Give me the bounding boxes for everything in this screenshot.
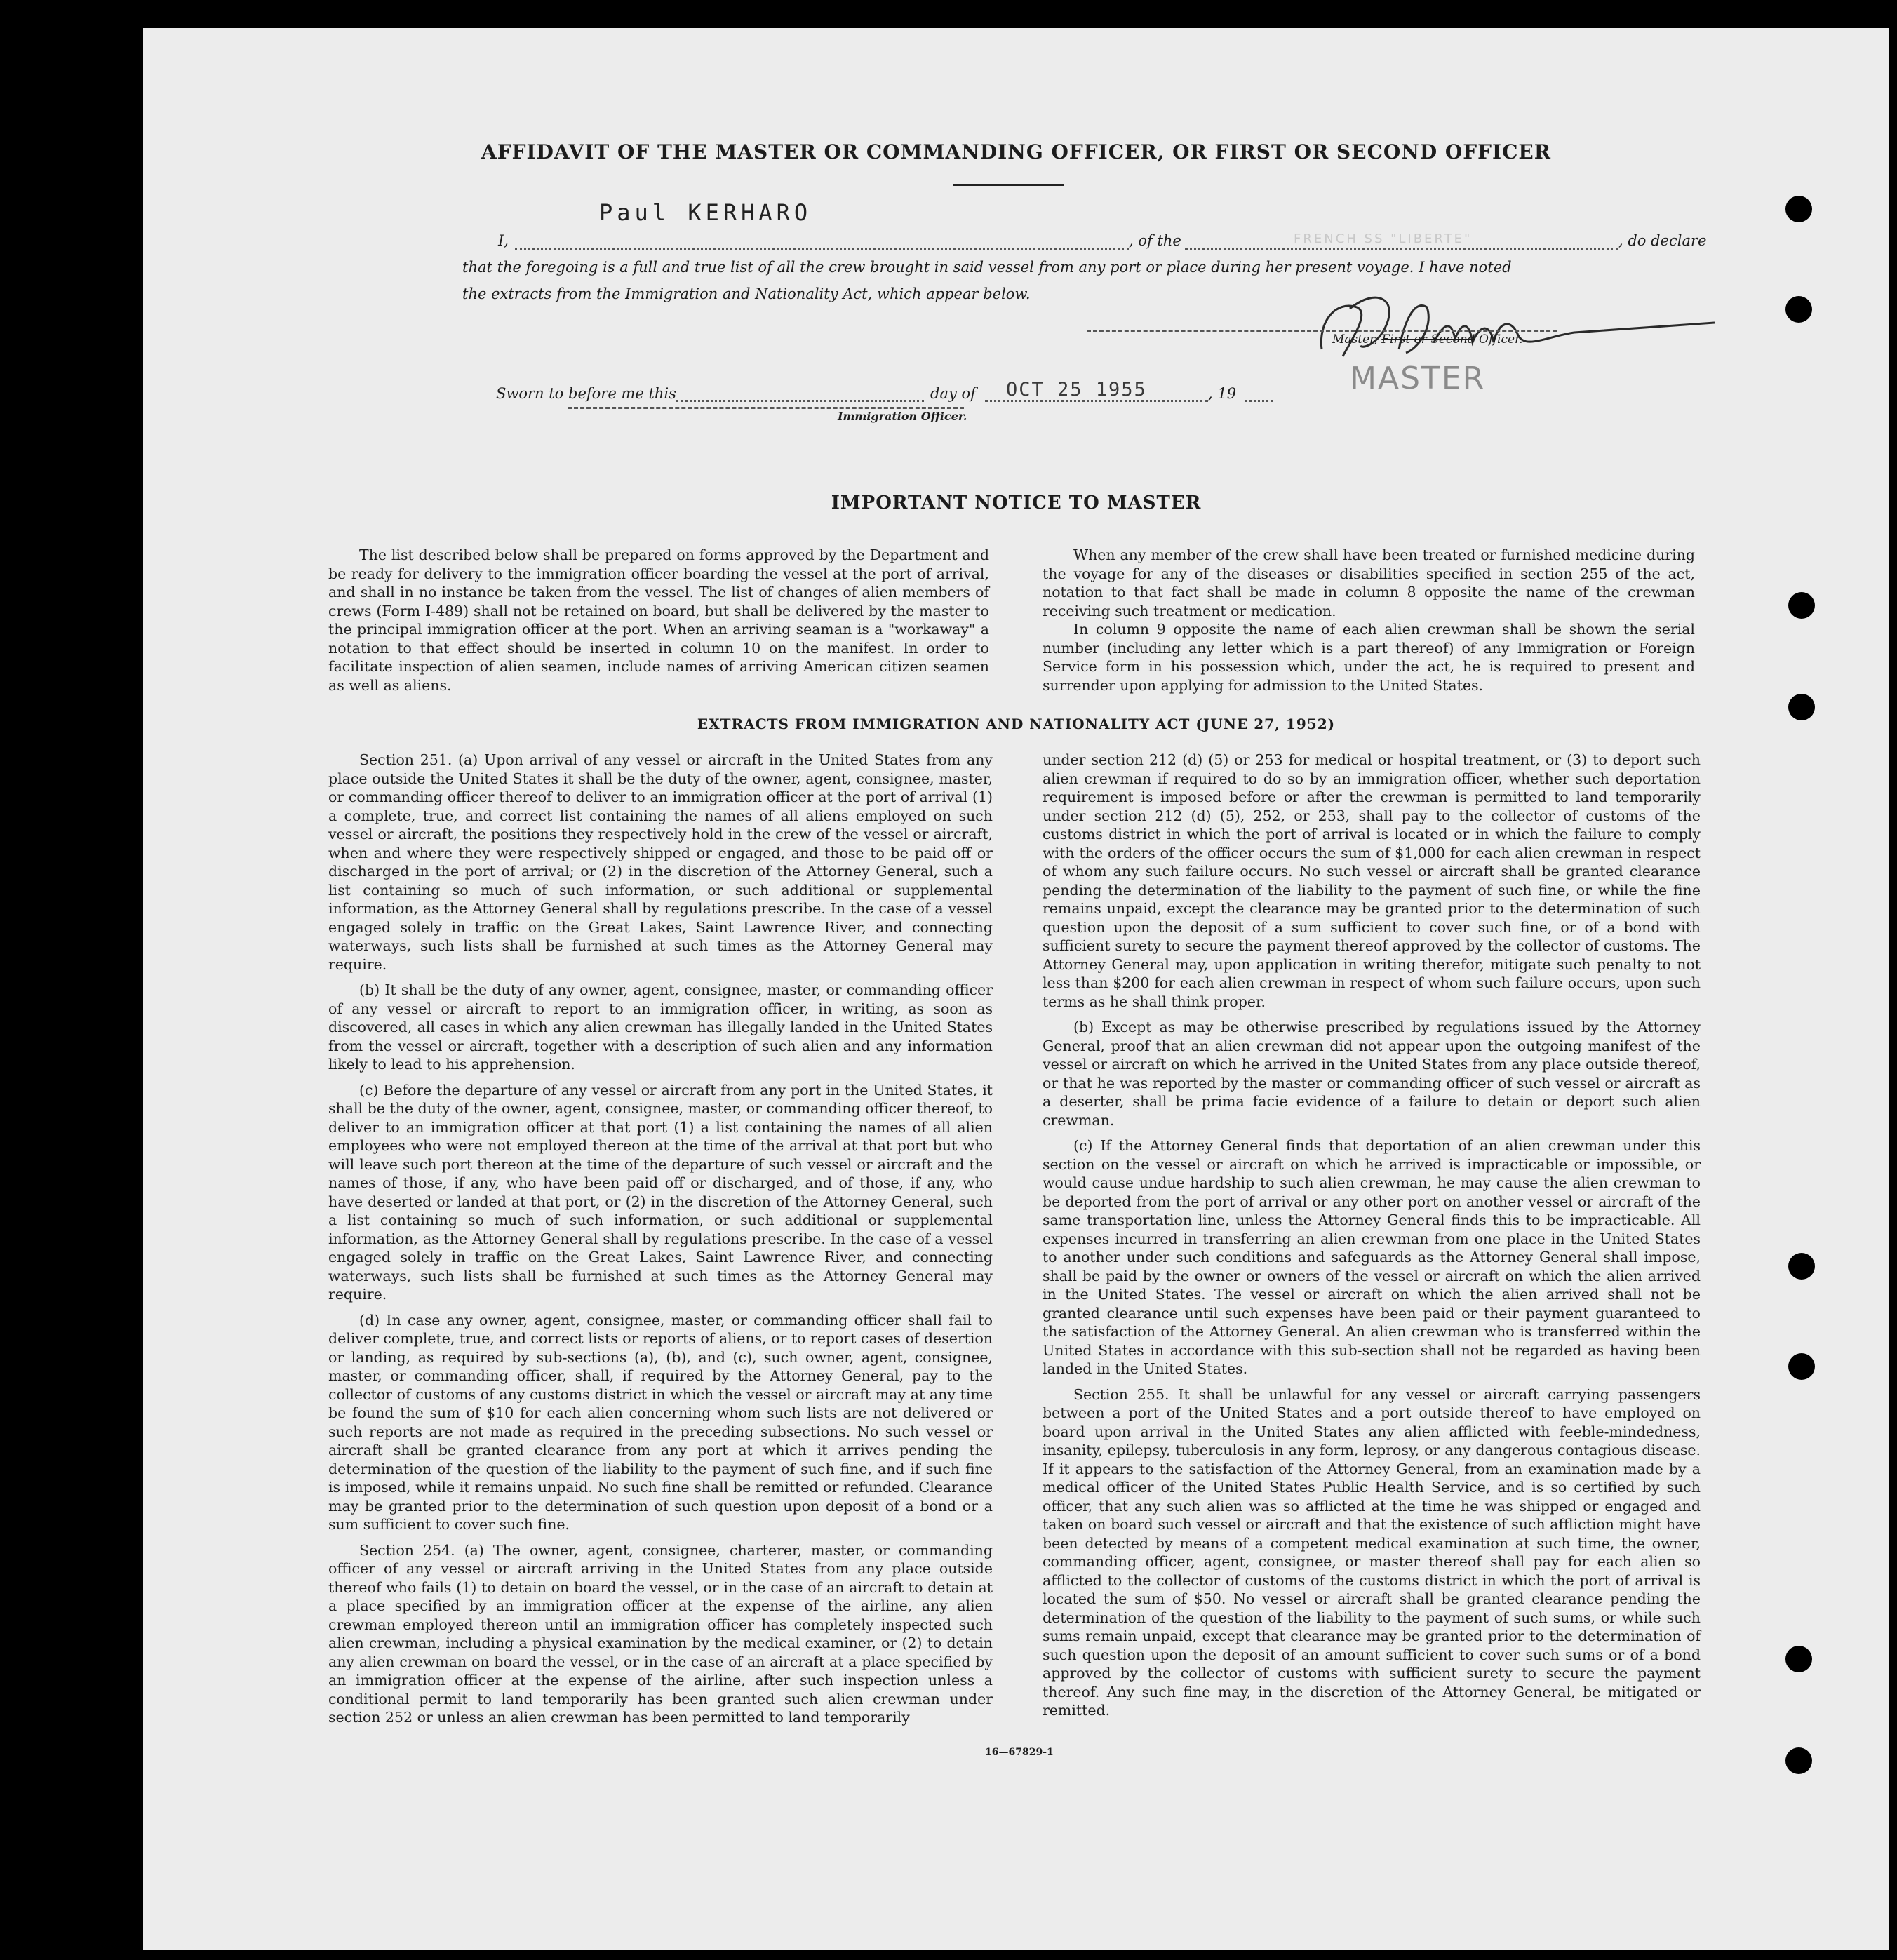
vessel-line [1185, 248, 1618, 250]
caption-master: Master, [1332, 333, 1378, 347]
caption-struck: First or Second [1381, 333, 1475, 347]
binder-hole [1788, 1353, 1815, 1380]
declaration-line-3: the extracts from the Immigration and Nationality Act, which appear below. [462, 286, 1031, 302]
of-the-label: , of the [1129, 232, 1181, 249]
master-stamp: MASTER [1350, 361, 1486, 396]
notice-left-column [328, 546, 989, 702]
notice-right-paragraph-1: When any member of the crew shall have been treated or furnished medicine during the voyage for any of the diseases or disabilities specified in section 255 of the act, notation to that fact shall be made in column 8 opposite the name of the crewman receiving such treatment or medication. [1043, 546, 1695, 619]
day-of-label: day of [930, 385, 976, 402]
binder-hole [1785, 296, 1812, 323]
document-page [143, 28, 1889, 1950]
section-251d: (d) In case any owner, agent, consignee, master, or commanding officer shall fail to deliver complete, true, and correct lists or reports of aliens, or to report cases of desertion or landing, as required by sub-sections (a), (b), and (c), such owner, agent, consignee, master, or commanding officer, shall, if required by the Attorney General, pay to the collector of customs of any customs district in which the vessel or aircraft may at any time be found the sum of $10 for each alien concerning whom such lists are not delivered or such reports are not made as required in the preceding subsections. No such vessel or aircraft shall be granted clearance from any port at which it arrives pending the determination of the question of the liability to the payment of such fine, and if such fine is imposed, while it remains unpaid. No such fine shall be remitted or refunded. Clearance may be granted prior to the determination of such question upon deposit of a bond or a sum sufficient to cover such fine. [328, 1311, 993, 1533]
binder-hole [1785, 1646, 1812, 1672]
declarant-prefix: I, [498, 232, 509, 249]
notice-right-column [1043, 546, 1695, 702]
sworn-day-line [676, 400, 924, 402]
notice-left-paragraph: The list described below shall be prepared on forms approved by the Department and be ready for delivery to the immigration officer boarding the vessel at the port of arrival, and shall in no instance be taken from the vessel. The list of changes of alien members of crews (Form I-489) shall not be retained on board, but shall be delivered by the master to the principal immigration officer at the port. When an arriving seaman is a "workaway" a notation to that effect should be inserted in column 10 on the manifest. In order to facilitate inspection of alien seamen, include names of arriving American citizen seamen as well as aliens. [328, 546, 989, 694]
binder-hole [1788, 592, 1815, 619]
extracts-left-column [328, 751, 993, 1734]
section-254b: (b) Except as may be otherwise prescribed by regulations issued by the Attorney General, proof that an alien crewman did not appear upon the outgoing manifest of the vessel or aircraft on which he arrived in the United States from any place outside thereof, or that he was reported by the master or commanding officer of such vessel or aircraft as a deserter, shall be prima facie evidence of a failure to detain or deport such alien crewman. [1043, 1019, 1701, 1129]
officer-line [568, 407, 964, 409]
form-number: 16—67829-1 [985, 1747, 1054, 1758]
do-declare-label: , do declare [1618, 232, 1707, 249]
binder-hole [1788, 694, 1815, 720]
affidavit-title: AFFIDAVIT OF THE MASTER OR COMMANDING OFFICER, OR FIRST OR SECOND OFFICER [481, 140, 1552, 163]
declaration-line-2: that the foregoing is a full and true list of all the crew brought in said vessel from any port or place during her present voyage. I have noted [462, 259, 1512, 276]
binder-hole [1785, 1747, 1812, 1774]
section-254a-continued: under section 212 (d) (5) or 253 for medical or hospital treatment, or (3) to deport such alien crewman if required to do so by an immigration officer, whether such deportation requirement is imposed before or after the crewman is permitted to land temporarily under section 212 (d) (5), 252, or 253, shall pay to the collector of customs of the customs district in which the port of arrival is located or in which the failure to comply with the orders of the officer occurs the sum of $1,000 for each alien crewman in respect of whom any such failure occurs. No such vessel or aircraft shall be granted clearance pending the determination of the liability to the payment of such fine, or while the fine remains unpaid, except the clearance may be granted prior to the determination of such question upon the deposit of a sum sufficient to cover such fine, or of a bond with sufficient surety to secure the payment thereof approved by the collector of customs. The Attorney General may, upon application in writing therefor, mitigate such penalty to not less than $200 for each alien crewman in respect of whom such failure occurs, upon such terms as he shall think proper. [1043, 751, 1701, 1010]
section-255: Section 255. It shall be unlawful for any vessel or aircraft carrying passengers between a port of the United States and a port outside thereof to have employed on board upon arrival in the United States any alien afflicted with feeble-mindedness, insanity, epilepsy, tuberculosis in any form, leprosy, or any dangerous contagious disease. If it appears to the satisfaction of the Attorney General, from an examination made by a medical officer of the United States Public Health Service, and is so certified by such officer, that any such alien was so afflicted at the time he was shipped or engaged and taken on board such vessel or aircraft and that the existence of such affliction might have been detected by means of a competent medical examination at such time, the owner, commanding officer, agent, consignee, or master thereof shall pay for each alien so afflicted to the collector of customs of the customs district in which the port of arrival is located the sum of $50. No vessel or aircraft shall be granted clearance pending the determination of the question of the liability to the payment of such sums, or while such sums remain unpaid, except that clearance may be granted prior to the determination of such question upon the deposit of an amount sufficient to cover such sums or of a bond approved by the collector of customs with sufficient surety to secure the payment thereof. Any such fine may, in the discretion of the Attorney General, be mitigated or remitted. [1043, 1385, 1701, 1719]
signature-line [1087, 330, 1557, 332]
year-prefix: , 19 [1208, 385, 1237, 402]
binder-hole [1788, 1253, 1815, 1280]
notice-heading: IMPORTANT NOTICE TO MASTER [831, 492, 1202, 514]
section-254c: (c) If the Attorney General finds that deportation of an alien crewman under this section on the vessel or aircraft on which he arrived is impracticable or impossible, or would cause undue hardship to such alien crewman, he may cause the alien crewman to be deported from the port of arrival or any other port on another vessel or aircraft of the same transportation line, unless the Attorney General finds this to be impracticable. All expenses incurred in transferring an alien crewman from one place in the United States to another under such conditions and safeguards as the Attorney General shall impose, shall be paid by the owner or owners of the vessel or aircraft on which the alien arrived in the United States. The vessel or aircraft on which the alien arrived shall not be granted clearance until such expenses have been paid or their payment guaranteed to the satisfaction of the Attorney General. An alien crewman who is transferred within the United States in accordance with this sub-section shall not be regarded as having been landed in the United States. [1043, 1137, 1701, 1377]
declarant-name: Paul KERHARO [599, 199, 812, 226]
title-underline [953, 184, 1064, 186]
section-251b: (b) It shall be the duty of any owner, agent, consignee, master, or commanding officer of any vessel or aircraft to report to an immigration officer, in writing, as soon as discovered, all cases in which any alien crewman has illegally landed in the United States from the vessel or aircraft, together with a description of such alien and any information likely to lead to his apprehension. [328, 981, 993, 1073]
notice-right-paragraph-2: In column 9 opposite the name of each alien crewman shall be shown the serial number (including any letter which is a part thereof) of any Immigration or Foreign Service form in his possession which, under the act, he is required to present and surrender upon applying for admission to the United States. [1043, 621, 1695, 694]
declarant-line [515, 248, 1129, 250]
vessel-name: FRENCH SS "LIBERTE" [1294, 231, 1473, 246]
signature-caption [1332, 333, 1523, 347]
section-251a: Section 251. (a) Upon arrival of any vessel or aircraft in the United States from any place outside the United States it shall be the duty of the owner, agent, consignee, master, or commanding officer thereof to deliver to an immigration officer at the port of arrival (1) a complete, true, and correct list containing the names of all aliens employed on such vessel or aircraft, the positions they respectively hold in the crew of the vessel or aircraft, when and where they were respectively shipped or engaged, and those to be paid off or discharged in the port of arrival; or (2) in the discretion of the Attorney General, such a list containing so much of such information, or such additional or supplemental information, as the Attorney General shall by regulations prescribe. In the case of a vessel engaged solely in traffic on the Great Lakes, Saint Lawrence River, and connecting waterways, such lists shall be furnished at such times as the Attorney General may require. [328, 751, 993, 973]
caption-officer: Officer. [1479, 333, 1523, 347]
section-251c: (c) Before the departure of any vessel or aircraft from any port in the United States, it shall be the duty of the owner, agent, consignee, master, or commanding officer thereof, to deliver to an immigration officer at that port (1) a list containing the names of all alien employees who were not employed thereon at the time of the arrival at that port but who will leave such port thereon at the time of the departure of such vessel or aircraft and the names of those, if any, who have been paid off or discharged, and of those, if any, who have deserted or landed at that port, or (2) in the discretion of the Attorney General, such a list containing so much of such information, or such additional or supplemental information, as the Attorney General shall by regulations prescribe. In the case of a vessel engaged solely in traffic on the Great Lakes, Saint Lawrence River, and connecting waterways, such lists shall be furnished at such times as the Attorney General may require. [328, 1081, 993, 1303]
extracts-heading: EXTRACTS FROM IMMIGRATION AND NATIONALITY ACT (JUNE 27, 1952) [697, 716, 1336, 732]
year-line [1245, 400, 1273, 402]
binder-hole [1785, 196, 1812, 222]
section-254a: Section 254. (a) The owner, agent, consignee, charterer, master, or commanding officer of any vessel or aircraft arriving in the United States from any place outside thereof who fails (1) to detain on board the vessel, or in the case of an aircraft to detain at a place specified by an immigration officer at the expense of the airline, any alien crewman employed thereon until an immigration officer has completely inspected such alien crewman, including a physical examination by the medical examiner, or (2) to detain any alien crewman on board the vessel, or in the case of an aircraft at a place specified by an immigration officer at the expense of the airline, after such inspection unless a conditional permit to land temporarily has been granted such alien crewman under section 252 or unless an alien crewman has been permitted to land temporarily [328, 1541, 993, 1726]
sworn-label: Sworn to before me this [496, 385, 676, 402]
extracts-right-column [1043, 751, 1701, 1727]
date-stamp: OCT 25 1955 [1006, 379, 1147, 401]
immigration-officer-caption: Immigration Officer. [838, 410, 967, 423]
